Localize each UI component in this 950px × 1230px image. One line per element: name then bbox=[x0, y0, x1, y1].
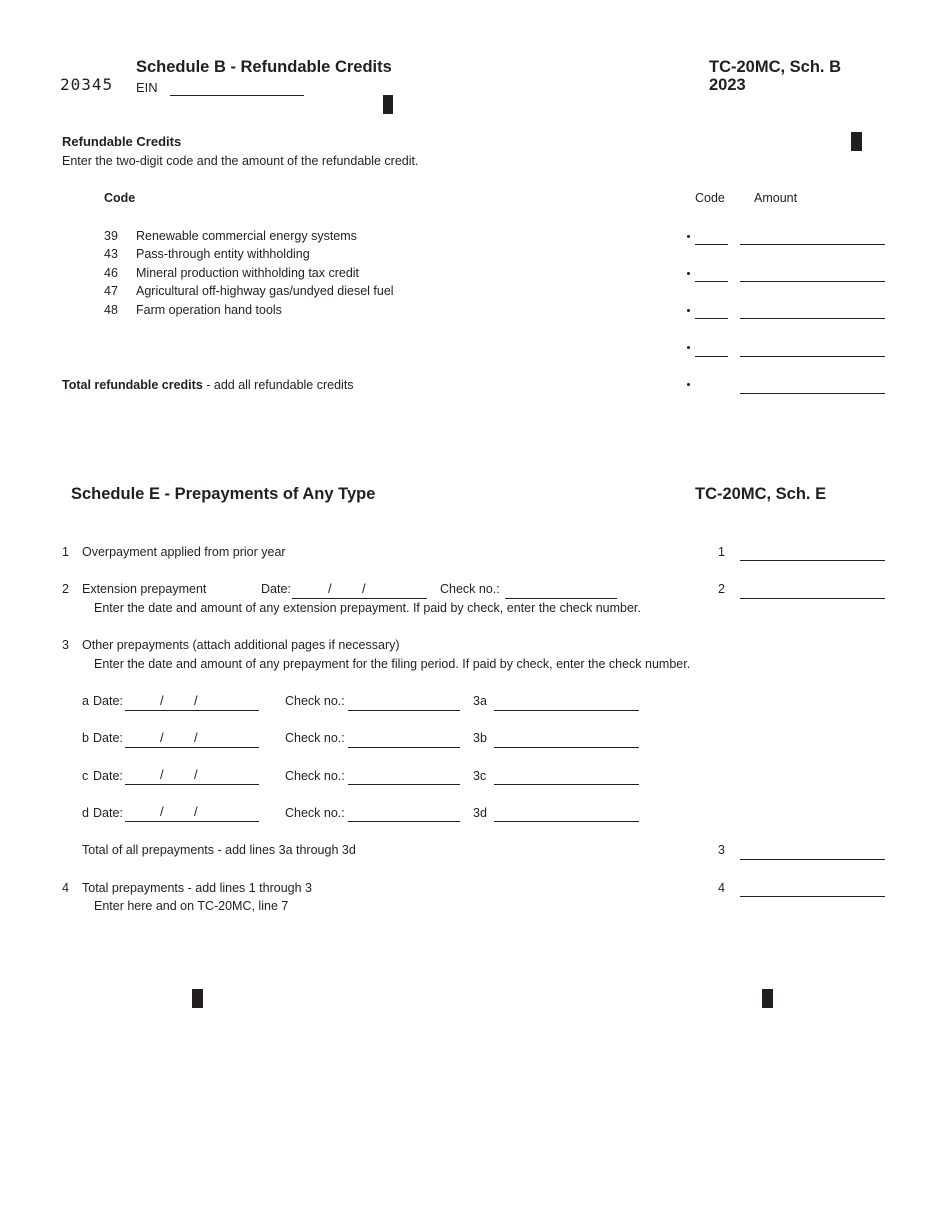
line4-amount-field[interactable] bbox=[740, 880, 885, 897]
prepayment-check-field[interactable] bbox=[348, 805, 460, 822]
date-separator: / bbox=[328, 581, 332, 596]
line1-amount-field[interactable] bbox=[740, 544, 885, 561]
prepayment-amount-field[interactable] bbox=[494, 805, 639, 822]
total-refundable-credits-bold: Total refundable credits bbox=[62, 378, 203, 392]
credit-code: 47 bbox=[104, 284, 118, 298]
line1-label: Overpayment applied from prior year bbox=[82, 545, 286, 559]
date-separator: / bbox=[194, 804, 198, 819]
total-refundable-credits-label bbox=[62, 378, 354, 392]
line3-note: Enter the date and amount of any prepayment for the filing period. If paid by check, enter the check number. bbox=[94, 657, 691, 671]
prepayment-amount-field[interactable] bbox=[494, 731, 639, 748]
ein-label: EIN bbox=[136, 80, 158, 95]
line4-label: Total prepayments - add lines 1 through 3 bbox=[82, 881, 312, 895]
credit-description: Mineral production withholding tax credit bbox=[136, 266, 360, 280]
line-reference: 3 bbox=[718, 843, 725, 857]
schedule-e-title: Schedule E - Prepayments of Any Type bbox=[71, 485, 376, 503]
prepayment-date-field[interactable] bbox=[125, 768, 259, 785]
prepayment-date-field[interactable] bbox=[125, 694, 259, 711]
bullet bbox=[687, 235, 690, 238]
prepayment-check-label: Check no.: bbox=[285, 731, 345, 745]
line4-note: Enter here and on TC-20MC, line 7 bbox=[94, 899, 289, 913]
line3-total-label: Total of all prepayments - add lines 3a through 3d bbox=[82, 843, 356, 857]
date-separator: / bbox=[160, 804, 164, 819]
prepayment-row-letter: c bbox=[82, 769, 89, 783]
bullet bbox=[687, 383, 690, 386]
prepayment-row-letter: b bbox=[82, 731, 89, 745]
ein-field[interactable] bbox=[170, 79, 304, 96]
credit-description: Farm operation hand tools bbox=[136, 303, 282, 317]
prepayment-date-label: Date: bbox=[93, 694, 123, 708]
credit-code-field[interactable] bbox=[695, 340, 728, 357]
form-number: 20345 bbox=[60, 75, 114, 94]
line-reference: 3a bbox=[473, 694, 487, 708]
registration-mark bbox=[383, 95, 393, 114]
credit-code: 43 bbox=[104, 247, 118, 261]
credit-amount-field[interactable] bbox=[740, 265, 885, 282]
line-number: 4 bbox=[62, 881, 69, 895]
bullet bbox=[687, 272, 690, 275]
prepayment-check-label: Check no.: bbox=[285, 694, 345, 708]
extension-check-field[interactable] bbox=[505, 582, 617, 599]
registration-mark bbox=[192, 989, 203, 1008]
refundable-credits-instruction: Enter the two-digit code and the amount of the refundable credit. bbox=[62, 154, 419, 168]
date-separator: / bbox=[362, 581, 366, 596]
credit-description: Pass-through entity withholding bbox=[136, 247, 310, 261]
credit-amount-field[interactable] bbox=[740, 340, 885, 357]
prepayment-row-letter: a bbox=[82, 694, 89, 708]
line3-label: Other prepayments (attach additional pages if necessary) bbox=[82, 638, 400, 652]
prepayment-check-label: Check no.: bbox=[285, 806, 345, 820]
prepayment-check-field[interactable] bbox=[348, 694, 460, 711]
line-number: 2 bbox=[62, 582, 69, 596]
credit-code: 46 bbox=[104, 266, 118, 280]
credit-code-field[interactable] bbox=[695, 228, 728, 245]
extension-date-field[interactable] bbox=[292, 582, 427, 599]
code-list-header: Code bbox=[104, 191, 136, 205]
amount-column-header: Amount bbox=[754, 191, 798, 205]
line-reference: 3b bbox=[473, 731, 487, 745]
line2-label: Extension prepayment bbox=[82, 582, 207, 596]
line2-note: Enter the date and amount of any extension prepayment. If paid by check, enter the check number. bbox=[94, 601, 641, 615]
credit-code: 48 bbox=[104, 303, 118, 317]
line-reference: 4 bbox=[718, 881, 725, 895]
registration-mark bbox=[851, 132, 862, 151]
prepayment-date-label: Date: bbox=[93, 806, 123, 820]
line-reference: 1 bbox=[718, 545, 725, 559]
prepayment-check-field[interactable] bbox=[348, 768, 460, 785]
extension-date-label: Date: bbox=[261, 582, 291, 596]
credit-description: Agricultural off-highway gas/undyed diesel fuel bbox=[136, 284, 394, 298]
total-refundable-credits-field[interactable] bbox=[740, 377, 885, 394]
date-separator: / bbox=[160, 730, 164, 745]
credit-description: Renewable commercial energy systems bbox=[136, 229, 357, 243]
line2-amount-field[interactable] bbox=[740, 582, 885, 599]
prepayment-date-label: Date: bbox=[93, 769, 123, 783]
date-separator: / bbox=[194, 693, 198, 708]
bullet bbox=[687, 309, 690, 312]
date-separator: / bbox=[194, 767, 198, 782]
prepayment-check-label: Check no.: bbox=[285, 769, 345, 783]
date-separator: / bbox=[194, 730, 198, 745]
credit-code-field[interactable] bbox=[695, 265, 728, 282]
line-reference: 3c bbox=[473, 769, 487, 783]
credit-amount-field[interactable] bbox=[740, 228, 885, 245]
prepayment-amount-field[interactable] bbox=[494, 768, 639, 785]
bullet bbox=[687, 346, 690, 349]
credit-amount-field[interactable] bbox=[740, 302, 885, 319]
date-separator: / bbox=[160, 693, 164, 708]
code-column-header: Code bbox=[695, 191, 725, 205]
schedule-b-year: 2023 bbox=[709, 76, 746, 94]
schedule-b-title: Schedule B - Refundable Credits bbox=[136, 58, 392, 76]
registration-mark bbox=[762, 989, 773, 1008]
credit-code-field[interactable] bbox=[695, 302, 728, 319]
line-number: 3 bbox=[62, 638, 69, 652]
prepayment-amount-field[interactable] bbox=[494, 694, 639, 711]
schedule-e-form-label: TC-20MC, Sch. E bbox=[695, 485, 827, 503]
schedule-b-form-label: TC-20MC, Sch. B bbox=[709, 58, 842, 76]
prepayment-date-field[interactable] bbox=[125, 805, 259, 822]
line-number: 1 bbox=[62, 545, 69, 559]
prepayment-date-field[interactable] bbox=[125, 731, 259, 748]
total-refundable-credits-rest: - add all refundable credits bbox=[202, 378, 354, 392]
date-separator: / bbox=[160, 767, 164, 782]
extension-check-label: Check no.: bbox=[440, 582, 500, 596]
line3-amount-field[interactable] bbox=[740, 843, 885, 860]
prepayment-date-label: Date: bbox=[93, 731, 123, 745]
line-reference: 3d bbox=[473, 806, 487, 820]
prepayment-row-letter: d bbox=[82, 806, 89, 820]
line-reference: 2 bbox=[718, 582, 725, 596]
credit-code: 39 bbox=[104, 229, 118, 243]
prepayment-check-field[interactable] bbox=[348, 731, 460, 748]
refundable-credits-heading: Refundable Credits bbox=[62, 134, 182, 149]
